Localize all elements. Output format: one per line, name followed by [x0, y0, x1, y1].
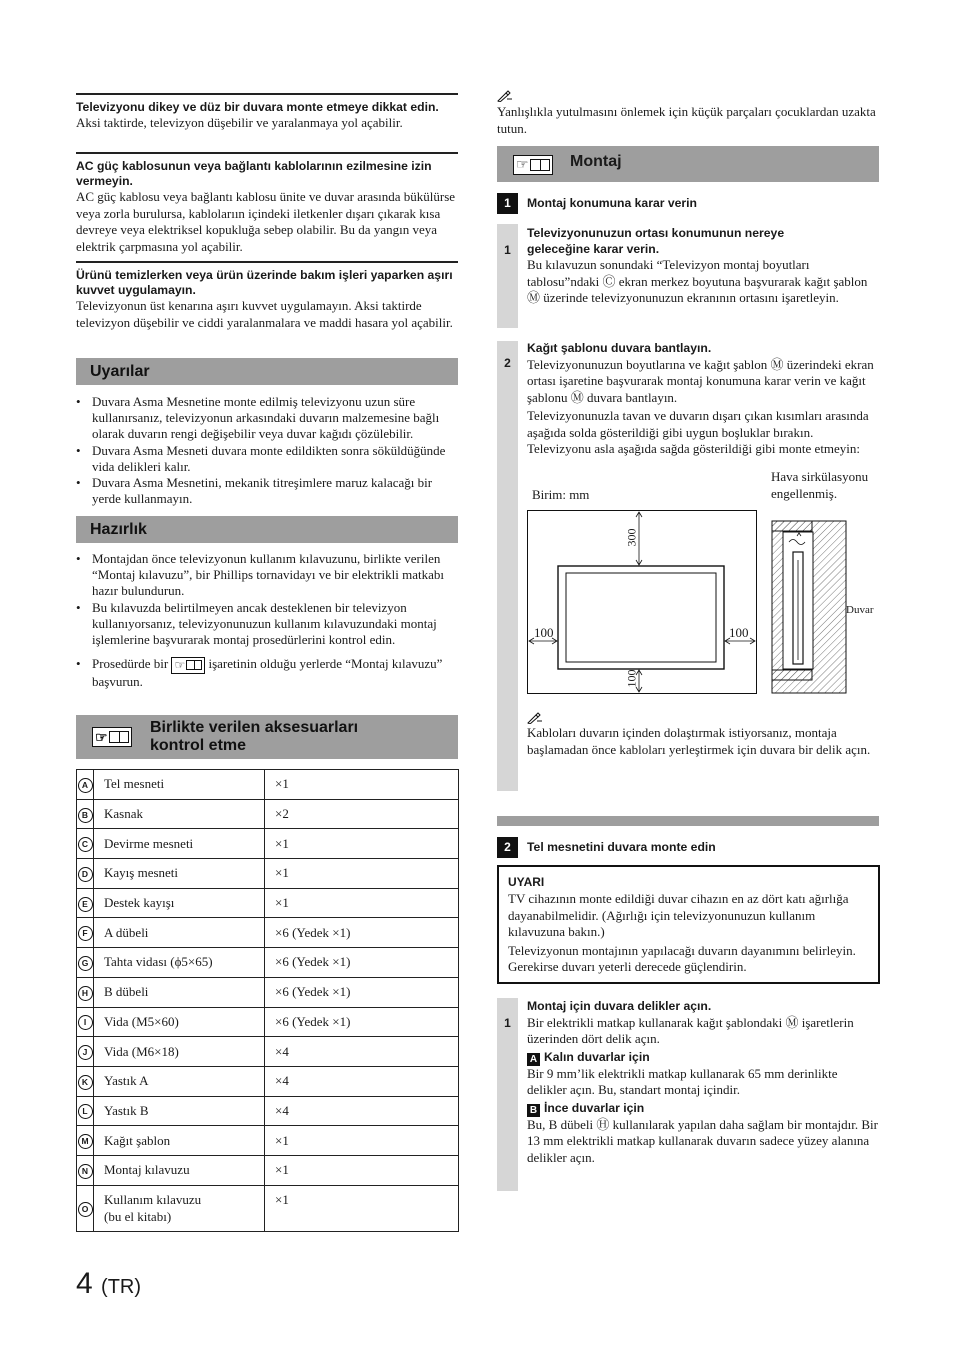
note-cables: Kabloları duvarın içinden dolaştırmak istiyorsanız, montaja başlamadan önce kabloları yerleştirmek için duvara bir delik açın.: [527, 725, 871, 757]
airflow-label: [771, 468, 868, 502]
part-id-cell: [77, 799, 94, 829]
table-row: [77, 1007, 459, 1037]
part-id-cell: [77, 888, 94, 918]
part-name-cell: [94, 1066, 265, 1096]
option-a-body: Bir 9 mm’lik elektrikli matkap kullanarak 65 mm derinlikte delikler açın. Bu, standart montaj içindir.: [527, 1065, 838, 1097]
table-row: [77, 799, 459, 829]
warning-body: Aksi taktirde, televizyon düşebilir ve yaralanmaya yol açabilir.: [76, 115, 403, 130]
part-name-cell: [94, 1007, 265, 1037]
part-id-badge: A: [78, 778, 93, 793]
step-title: Montaj konumuna karar verin: [527, 196, 697, 210]
part-name-cell: [94, 770, 265, 800]
part-id-cell: [77, 1066, 94, 1096]
part-name: Kayış mesneti: [104, 865, 179, 881]
part-id-badge: K: [78, 1075, 93, 1090]
section-heading-aksesuar: [76, 715, 458, 759]
table-row: [77, 859, 459, 889]
dimension-top: 300: [624, 528, 639, 547]
part-id-badge: E: [78, 897, 93, 912]
page-number: [76, 1266, 141, 1305]
part-name: Yastık B: [104, 1102, 149, 1118]
part-name: Kullanım kılavuzu: [104, 1192, 202, 1208]
part-id-badge: B: [78, 808, 93, 823]
table-row: [77, 1155, 459, 1185]
part-qty-cell: ×1: [265, 770, 459, 800]
section-heading-text: Hazırlık: [90, 521, 147, 538]
section-heading-line2: kontrol etme: [150, 737, 247, 754]
part-name: Montaj kılavuzu: [104, 1162, 190, 1178]
part-qty-cell: ×1: [265, 888, 459, 918]
part-id-badge: G: [78, 956, 93, 971]
substep-title: Kağıt şablonu duvara bantlayın.: [527, 341, 712, 355]
option-a-badge: A: [527, 1053, 540, 1066]
part-name: Tel mesneti: [104, 776, 165, 792]
section-heading-line1: Birlikte verilen aksesuarları: [150, 719, 359, 736]
part-id-cell: [77, 918, 94, 948]
part-name: B dübeli: [104, 984, 149, 1000]
table-row: [77, 977, 459, 1007]
part-name-cell: [94, 977, 265, 1007]
part-name: A dübeli: [104, 924, 149, 940]
table-row: [77, 1037, 459, 1067]
part-name: Vida (M6×18): [104, 1043, 179, 1059]
substep-bar: [497, 341, 518, 791]
manual-reference-icon: ☞: [171, 657, 205, 674]
warning-title: Ürünü temizlerken veya ürün üzerinde bakım işleri yaparken aşırı kuvvet uygulamayın.: [76, 268, 453, 297]
icon-item-post: işaretinin olduğu yerlerde “Montaj kılavuzu” başvurun.: [92, 656, 443, 689]
option-b-badge: B: [527, 1104, 540, 1117]
wall-label: Duvar: [846, 604, 874, 616]
accessories-table: [76, 769, 459, 1232]
part-name-cell: [94, 1155, 265, 1185]
part-id-badge: C: [78, 837, 93, 852]
list-item: • Duvara Asma Mesneti duvara monte edildikten sonra söküldüğünde vida delikleri kalır.: [76, 443, 461, 475]
part-id-badge: N: [78, 1164, 93, 1179]
part-name-cell: [94, 1126, 265, 1156]
part-qty-cell: ×4: [265, 1037, 459, 1067]
part-name: Tahta vidası (ϕ5×65): [104, 954, 213, 970]
manual-reference-icon: ☞: [92, 727, 132, 747]
part-qty-cell: ×6 (Yedek ×1): [265, 977, 459, 1007]
substep-content: [527, 341, 879, 458]
part-name-cell: [94, 1185, 265, 1231]
part-id-cell: [77, 770, 94, 800]
part-id-badge: O: [78, 1202, 93, 1217]
option-b-title-text: İnce duvarlar için: [544, 1100, 645, 1115]
part-qty-cell: ×1: [265, 859, 459, 889]
part-name-cell: [94, 948, 265, 978]
table-row: [77, 1066, 459, 1096]
substep-body: Bu kılavuzun sonundaki “Televizyon montaj boyutları tablosu”ndaki Ⓒ ekran merkez boyutuna başvurarak kağıt şablon Ⓜ üzerinde televizyonunuzun ekranının ortasını işaretleyin.: [527, 257, 868, 305]
diagram-unit-label: Birim: mm: [532, 487, 590, 502]
list-item: • Duvara Asma Mesnetine monte edilmiş televizyonu uzun süre kullanırsanız, televizyonun arkasındaki duvarın malzemesine bağlı olarak duvarın rengi değişebilir veya duvar kağıdı çözülebilir.: [76, 394, 461, 443]
section-heading-text: Uyarılar: [90, 363, 150, 380]
uyarilar-list: [76, 394, 461, 507]
substep-body: Bir elektrikli matkap kullanarak kağıt şablondaki Ⓜ işaretlerin üzerinden dört delik açın.: [527, 1014, 854, 1046]
part-id-cell: [77, 948, 94, 978]
warning-title: Televizyonu dikey ve düz bir duvara monte etmeye dikkat edin.: [76, 100, 439, 114]
page-lang: (TR): [101, 1276, 142, 1298]
part-name: Kağıt şablon: [104, 1132, 171, 1148]
substep-body: Televizyonunuzun boyutlarına ve kağıt şablon Ⓜ üzerindeki ekran ortası işaretine başvurarak montaj konumuna karar verin ve kağıt şablonu Ⓜ duvara bantlayın.: [527, 356, 874, 405]
part-name-cell: [94, 859, 265, 889]
table-row: [77, 770, 459, 800]
substep-title-l2: geleceğine karar verin.: [527, 241, 660, 256]
wall-diagram-svg: [771, 520, 847, 694]
part-qty-cell: ×1: [265, 1185, 459, 1231]
substep-body-2: Televizyonunuzla tavan ve duvarın dışarı çıkan kısımları arasında aşağıda solda gösterildiği gibi uygun boşluklar bırakın. Televizyonu asla aşağıda sağda gösterildiği gibi monte etmeyin:: [527, 408, 869, 456]
dimension-right: 100: [729, 625, 749, 640]
option-b-body: Bu, B dübeli Ⓗ kullanılarak yapılan daha sağlam bir montajdır. Bir 13 mm elektrikli matkap kullanarak duvarın sadece yüzey alanına delikler açın.: [527, 1116, 878, 1165]
part-id-badge: I: [78, 1015, 93, 1030]
part-name-cell: [94, 888, 265, 918]
substep-number: 2: [504, 356, 511, 370]
substep-content: [527, 226, 879, 307]
part-qty-cell: ×2: [265, 799, 459, 829]
part-id-badge: L: [78, 1104, 93, 1119]
table-row: [77, 1185, 459, 1231]
part-id-cell: [77, 1185, 94, 1231]
warning-box-title: UYARI: [508, 875, 545, 889]
part-id-badge: M: [78, 1134, 93, 1149]
part-name: Destek kayışı: [104, 895, 175, 911]
section-divider-bar: [497, 816, 879, 826]
part-qty-cell: ×6 (Yedek ×1): [265, 918, 459, 948]
substep-number: 1: [504, 243, 511, 257]
part-qty-cell: ×1: [265, 829, 459, 859]
part-id-cell: [77, 829, 94, 859]
dimension-left: 100: [534, 625, 554, 640]
part-qty-cell: ×6 (Yedek ×1): [265, 948, 459, 978]
airflow-label-l2: engellenmiş.: [771, 486, 838, 501]
warning-box-body: TV cihazının monte edildiği duvar cihazın en az dört katı ağırlığa dayanabilmelidir. (Ağırlığı için televizyonunuzun kullanım kılavuzuna bakın.): [508, 891, 849, 939]
section-heading-hazirlik: [76, 516, 458, 543]
part-qty-cell: ×1: [265, 1126, 459, 1156]
clearance-diagram-svg: [527, 510, 757, 694]
clearance-diagram: [527, 510, 757, 694]
step-number-badge: 2: [497, 837, 518, 858]
section-heading-montaj: [497, 146, 879, 182]
table-row: [77, 1126, 459, 1156]
part-id-badge: F: [78, 926, 93, 941]
wall-diagram: [771, 520, 847, 694]
part-id-badge: H: [78, 986, 93, 1001]
substep-number: 1: [504, 1016, 511, 1030]
section-heading-text: Montaj: [570, 153, 622, 170]
part-qty-cell: ×4: [265, 1096, 459, 1126]
part-name-cell: [94, 799, 265, 829]
hazirlik-list: [76, 551, 461, 690]
table-row: [77, 829, 459, 859]
list-item: • Bu kılavuzda belirtilmeyen ancak desteklenen bir televizyon kullanıyorsanız, televizyonunuzun kullanım kılavuzundaki montaj işlemlerine başvurarak montaj prosedürlerini kontrol edin.: [76, 600, 461, 649]
part-id-cell: [77, 1155, 94, 1185]
option-a-title-text: Kalın duvarlar için: [544, 1049, 650, 1064]
table-row: [77, 918, 459, 948]
airflow-label-l1: Hava sirkülasyonu: [771, 469, 869, 484]
warning-body: AC güç kablosu veya bağlantı kablosu ünite ve duvar arasında bükülürse veya zorla burulursa, kablolarıın içindeki iletkenler dışarı çıkarak kısa devreye veya elektriksel kopukluğa sebep olabilir. Bu da yangın veya elektrik çarpmasına yol açabilir.: [76, 189, 456, 254]
part-name-cell: [94, 1037, 265, 1067]
section-heading-uyarilar: [76, 358, 458, 385]
warning-box: [497, 865, 880, 984]
step-title: Tel mesnetini duvara monte edin: [527, 840, 716, 854]
option-a-title: [527, 1050, 879, 1066]
part-qty-cell: ×6 (Yedek ×1): [265, 1007, 459, 1037]
list-item: [76, 656, 461, 690]
icon-item-pre: Prosedürde bir: [92, 656, 169, 672]
part-id-cell: [77, 1007, 94, 1037]
dimension-bottom: 100: [624, 669, 639, 688]
part-id-cell: [77, 859, 94, 889]
step-number-badge: 1: [497, 193, 518, 214]
part-id-cell: [77, 1037, 94, 1067]
table-row: [77, 948, 459, 978]
part-name-cell: [94, 829, 265, 859]
part-qty-cell: ×4: [265, 1066, 459, 1096]
warning-block-2: [76, 152, 458, 255]
option-b-title: [527, 1101, 879, 1117]
part-qty-cell: ×1: [265, 1155, 459, 1185]
substep-content: [527, 999, 879, 1166]
warning-block-3: [76, 261, 458, 331]
part-name: Devirme mesneti: [104, 835, 194, 851]
warning-box-body-2: Televizyonun montajının yapılacağı duvarın dayanımını belirleyin. Gerekirse duvarı yeterli derecede güçlendirin.: [508, 942, 856, 974]
manual-reference-icon: ☞: [513, 155, 553, 175]
part-name-line2: (bu el kitabı): [104, 1209, 172, 1225]
part-id-badge: J: [78, 1045, 93, 1060]
part-id-cell: [77, 1096, 94, 1126]
part-id-cell: [77, 977, 94, 1007]
table-row: [77, 1096, 459, 1126]
part-name: Kasnak: [104, 806, 143, 822]
part-name: Vida (M5×60): [104, 1013, 179, 1029]
part-name-cell: [94, 1096, 265, 1126]
substep-title: Montaj için duvara delikler açın.: [527, 999, 712, 1013]
warning-title: AC güç kablosunun veya bağlantı kablolarının ezilmesine izin vermeyin.: [76, 159, 432, 188]
list-item: • Montajdan önce televizyonun kullanım kılavuzunu, birlikte verilen “Montaj kılavuzu”, bir Phillips tornavidayı ve bir elektrikli matkabı hazır bulundurun.: [76, 551, 461, 600]
note-text: Yanlışlıkla yutulmasını önlemek için küçük parçaları çocuklardan uzakta tutun.: [497, 104, 876, 136]
warning-block-1: [76, 93, 458, 132]
substep-bar: [497, 224, 518, 328]
list-item: • Duvara Asma Mesnetini, mekanik titreşimlere maruz kalacağı bir yerde kullanmayın.: [76, 475, 461, 507]
part-id-badge: D: [78, 867, 93, 882]
part-name: Yastık A: [104, 1073, 149, 1089]
warning-body: Televizyonun üst kenarına aşırı kuvvet uygulamayın. Aksi taktirde televizyon düşebilir ve ciddi yaralanmalara ve maddi hasara yol açabilir.: [76, 298, 453, 330]
substep-title-l1: Televizyonunuzun ortası konumunun nereye: [527, 226, 785, 240]
table-row: [77, 888, 459, 918]
page-num: 4: [76, 1267, 93, 1300]
part-name-cell: [94, 918, 265, 948]
part-id-cell: [77, 1126, 94, 1156]
